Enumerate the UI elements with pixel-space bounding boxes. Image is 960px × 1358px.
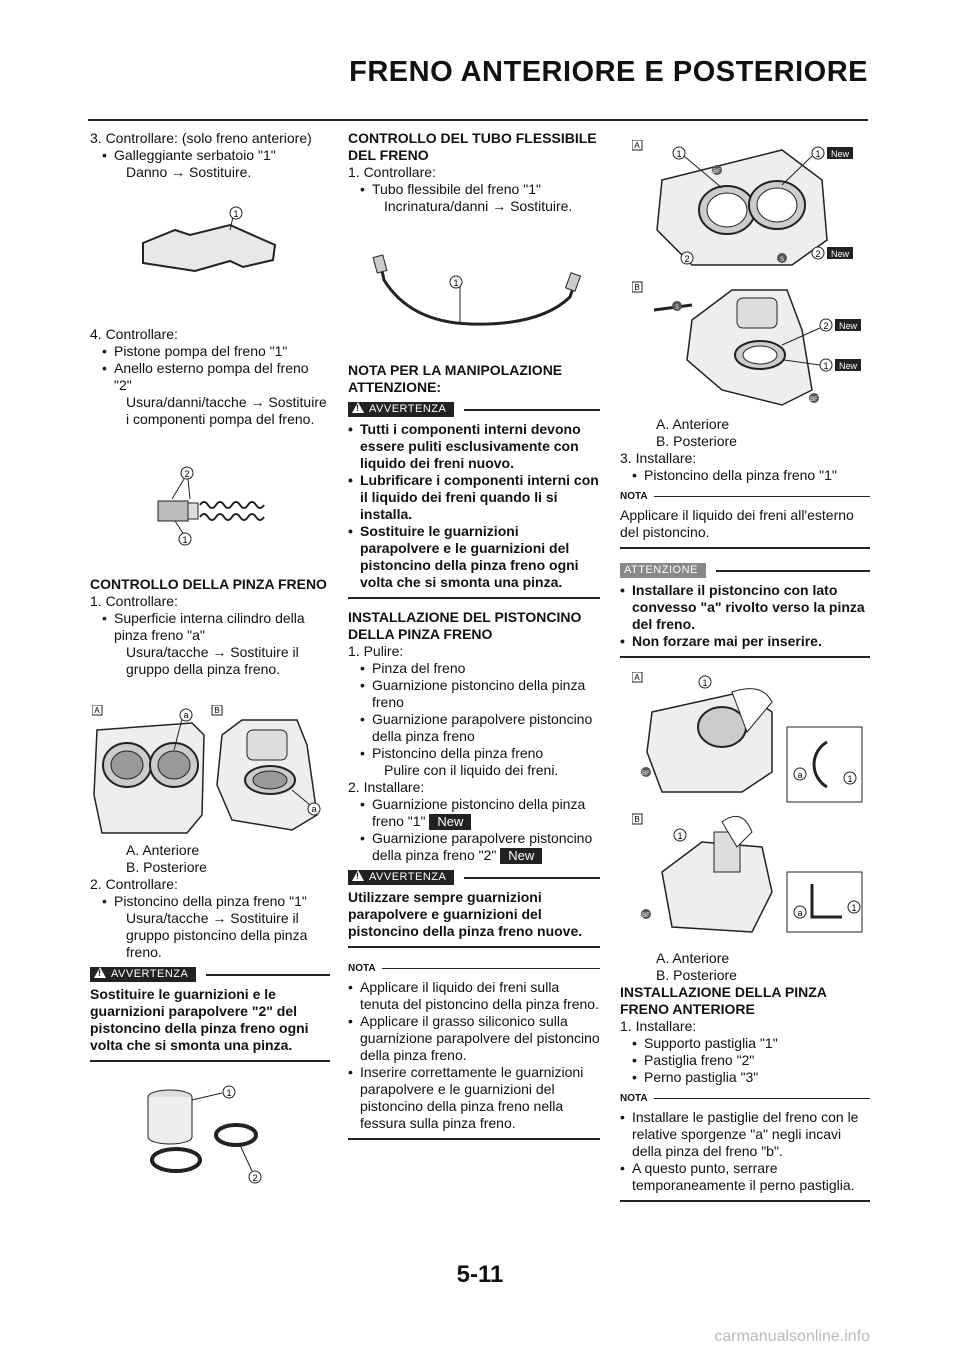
callout-1: 1 bbox=[823, 361, 829, 371]
step-1: 1. Pulire: bbox=[348, 643, 404, 659]
legend-a: A. Anteriore bbox=[126, 842, 200, 858]
bullet-sub: Usura/tacche → Sostituire il gruppo pistoncino della pinza freno. bbox=[126, 910, 308, 960]
warning-header bbox=[90, 967, 330, 982]
bf-icon: BF bbox=[642, 771, 650, 777]
label-a-box: A bbox=[634, 141, 640, 150]
bullet: • Guarnizione parapolvere pistoncino della pinza freno bbox=[348, 711, 600, 745]
step-3: 3. Installare: bbox=[620, 450, 697, 466]
bf-icon: BF bbox=[713, 169, 721, 175]
new-badge: New bbox=[830, 249, 850, 259]
page-title: FRENO ANTERIORE E POSTERIORE bbox=[349, 56, 868, 88]
bullet: • Pistoncino della pinza freno "1" bbox=[90, 893, 330, 910]
warning-label: AVVERTENZA bbox=[369, 871, 447, 883]
nota-bullet: • Inserire correttamente le guarnizioni parapolvere e le guarnizioni del pistoncino della pinza freno nella fessura sulla pinza freno. bbox=[348, 1064, 600, 1132]
bullet: • Pinza del freno bbox=[348, 660, 600, 677]
nota-bullet: • Installare le pastiglie del freno con le relative sporgenze "a" negli incavi della pinza del freno "b". bbox=[620, 1109, 870, 1160]
column-3 bbox=[620, 416, 870, 658]
step-1: 1. Controllare: bbox=[90, 593, 178, 609]
nota-bullet: • A questo punto, serrare temporaneamente il perno pastiglia. bbox=[620, 1160, 870, 1194]
s-icon: S bbox=[674, 305, 680, 311]
callout-1: 1 bbox=[677, 831, 683, 841]
bullet: • Pistoncino della pinza freno "1" bbox=[620, 467, 870, 484]
warning-label: AVVERTENZA bbox=[111, 968, 189, 980]
new-badge: New bbox=[838, 361, 858, 371]
header-rule bbox=[88, 119, 868, 121]
step-2: 2. Installare: bbox=[348, 779, 425, 795]
bullet: • Pastiglia freno "2" bbox=[620, 1052, 870, 1069]
callout-1: 1 bbox=[676, 149, 682, 159]
step-4: 4. Controllare: bbox=[90, 326, 178, 342]
label-b-box: B bbox=[634, 815, 640, 824]
divider bbox=[348, 1138, 600, 1140]
nota-label: NOTA bbox=[348, 963, 376, 974]
divider bbox=[382, 968, 600, 969]
bullet: • Pistone pompa del freno "1" bbox=[90, 343, 330, 360]
callout-1: 1 bbox=[182, 535, 188, 545]
warning-icon bbox=[352, 402, 364, 413]
warning-text: Sostituire le guarnizioni e le guarnizioni parapolvere "2" del pistoncino della pinza freno ogni volta che si smonta una pinza. bbox=[90, 986, 309, 1053]
watermark: carmanualsonline.info bbox=[714, 1328, 870, 1345]
callout-1: 1 bbox=[453, 278, 459, 288]
warning-icon bbox=[94, 967, 106, 978]
nota-header bbox=[348, 960, 600, 977]
bullet-sub: Danno → Sostituire. bbox=[126, 164, 252, 180]
piston-install-illustration bbox=[632, 672, 868, 942]
legend-b: B. Posteriore bbox=[656, 433, 737, 449]
callout-2: 2 bbox=[823, 321, 829, 331]
warning-bullet: • Sostituire le guarnizioni parapolvere e le guarnizioni del pistoncino della pinza freno ogni volta che si smonta una pinza. bbox=[348, 523, 600, 591]
bullet: • Pistoncino della pinza freno bbox=[348, 745, 600, 762]
warning-icon bbox=[352, 870, 364, 881]
new-badge: New bbox=[500, 848, 542, 864]
warning-tag bbox=[90, 967, 196, 982]
bullet-sub: Usura/danni/tacche → Sostituire i componenti pompa del freno. bbox=[126, 394, 327, 427]
section-heading: INSTALLAZIONE DELLA PINZA FRENO ANTERIORE bbox=[620, 984, 827, 1017]
callout-a: a bbox=[311, 804, 317, 814]
bullet: • Supporto pastiglia "1" bbox=[620, 1035, 870, 1052]
new-badge: New bbox=[838, 321, 858, 331]
bf-icon: BF bbox=[642, 913, 650, 919]
piston-seals-illustration bbox=[140, 1085, 280, 1185]
column-2-b bbox=[348, 362, 600, 1140]
callout-2: 2 bbox=[252, 1173, 258, 1183]
callout-1: 1 bbox=[233, 209, 239, 219]
warning-tag bbox=[348, 402, 454, 417]
divider bbox=[620, 547, 870, 549]
s-icon: S bbox=[779, 257, 785, 263]
warning-text: Utilizzare sempre guarnizioni parapolvere e guarnizioni del pistoncino della pinza freno nuove. bbox=[348, 889, 583, 939]
new-badge: New bbox=[429, 814, 471, 830]
label-a-box: A bbox=[94, 706, 100, 715]
bullet bbox=[348, 796, 600, 830]
warning-tag bbox=[348, 870, 454, 885]
step-1: 1. Installare: bbox=[620, 1018, 697, 1034]
nota-label: NOTA bbox=[620, 491, 648, 502]
brake-hose-illustration bbox=[370, 252, 590, 347]
bullet: • Guarnizione pistoncino della pinza freno bbox=[348, 677, 600, 711]
divider bbox=[348, 946, 600, 948]
callout-a: a bbox=[183, 710, 189, 720]
bullet-sub: Usura/tacche → Sostituire il gruppo della pinza freno. bbox=[126, 644, 299, 677]
caution-header bbox=[620, 563, 870, 578]
divider bbox=[206, 974, 330, 976]
nota-text: Applicare il liquido dei freni all'esterno del pistoncino. bbox=[620, 507, 854, 540]
callout-2: 2 bbox=[684, 254, 690, 264]
legend-a: A. Anteriore bbox=[656, 416, 730, 432]
callout-1: 1 bbox=[847, 774, 853, 784]
step-1: 1. Controllare: bbox=[348, 164, 436, 180]
bullet-text: Guarnizione pistoncino della pinza freno "1" bbox=[372, 796, 586, 829]
column-1-d bbox=[90, 842, 330, 1062]
legend-a: A. Anteriore bbox=[656, 950, 730, 966]
divider bbox=[464, 409, 600, 411]
section-heading: INSTALLAZIONE DEL PISTONCINO DELLA PINZA FRENO bbox=[348, 609, 582, 642]
callout-a: a bbox=[797, 770, 803, 780]
warning-label: AVVERTENZA bbox=[369, 403, 447, 415]
new-badge: New bbox=[830, 149, 850, 159]
column-3-b bbox=[620, 950, 870, 1202]
divider bbox=[654, 496, 870, 497]
nota-bullet: • Applicare il liquido dei freni sulla tenuta del pistoncino della pinza freno. bbox=[348, 979, 600, 1013]
caution-bullet: • Non forzare mai per inserire. bbox=[620, 633, 870, 650]
step-3: 3. Controllare: (solo freno anteriore) bbox=[90, 130, 312, 146]
step-2: 2. Controllare: bbox=[90, 876, 178, 892]
label-b-box: B bbox=[634, 283, 640, 292]
bullet-text: Guarnizione parapolvere pistoncino della pinza freno "2" bbox=[372, 830, 593, 863]
caliper-seals-illustration bbox=[632, 140, 868, 410]
bullet: • Perno pastiglia "3" bbox=[620, 1069, 870, 1086]
legend-b: B. Posteriore bbox=[656, 967, 737, 983]
caution-bullet: • Installare il pistoncino con lato convesso "a" rivolto verso la pinza del freno. bbox=[620, 582, 870, 633]
column-1 bbox=[90, 130, 330, 181]
callout-2: 2 bbox=[184, 469, 190, 479]
divider bbox=[464, 877, 600, 879]
bullet: • Anello esterno pompa del freno "2" bbox=[90, 360, 330, 394]
label-a-box: A bbox=[634, 673, 640, 682]
callout-2: 2 bbox=[815, 249, 821, 259]
reservoir-float-illustration bbox=[135, 205, 285, 280]
divider bbox=[716, 570, 870, 572]
legend-b: B. Posteriore bbox=[126, 859, 207, 875]
nota-label: NOTA bbox=[620, 1093, 648, 1104]
nota-bullet: • Applicare il grasso siliconico sulla guarnizione parapolvere del pistoncino della pinza freno. bbox=[348, 1013, 600, 1064]
callout-a: a bbox=[797, 908, 803, 918]
divider bbox=[90, 1060, 330, 1062]
warning-header bbox=[348, 402, 600, 417]
divider bbox=[620, 1200, 870, 1202]
bullet bbox=[348, 830, 600, 864]
column-2 bbox=[348, 130, 600, 215]
caliper-cylinder-illustration bbox=[92, 705, 332, 835]
bullet: • Galleggiante serbatoio "1" bbox=[90, 147, 330, 164]
bullet-sub: Pulire con il liquido dei freni. bbox=[384, 762, 559, 778]
nota-header bbox=[620, 488, 870, 505]
callout-1: 1 bbox=[226, 1088, 232, 1098]
section-heading: CONTROLLO DELLA PINZA FRENO bbox=[90, 576, 327, 592]
page-number: 5-11 bbox=[456, 1261, 504, 1288]
nota-header bbox=[620, 1090, 870, 1107]
warning-header bbox=[348, 870, 600, 885]
section-heading: NOTA PER LA MANIPOLAZIONE ATTENZIONE: bbox=[348, 362, 563, 395]
column-1-c bbox=[90, 576, 330, 678]
label-b-box: B bbox=[214, 706, 220, 715]
bullet-sub: Incrinatura/danni → Sostituire. bbox=[384, 198, 573, 214]
divider bbox=[348, 597, 600, 599]
column-1-b bbox=[90, 326, 330, 428]
bf-icon: BF bbox=[810, 397, 818, 403]
bullet: • Superficie interna cilindro della pinza freno "a" bbox=[90, 610, 330, 644]
warning-bullet: • Tutti i componenti interni devono essere puliti esclusivamente con liquido dei freni nuovo. bbox=[348, 421, 600, 472]
bullet: • Tubo flessibile del freno "1" bbox=[348, 181, 600, 198]
callout-1: 1 bbox=[815, 149, 821, 159]
divider bbox=[620, 656, 870, 658]
master-piston-illustration bbox=[150, 465, 280, 550]
callout-1: 1 bbox=[702, 678, 708, 688]
callout-1: 1 bbox=[851, 903, 857, 913]
section-heading: CONTROLLO DEL TUBO FLESSIBILE DEL FRENO bbox=[348, 130, 597, 163]
caution-label: ATTENZIONE bbox=[624, 564, 698, 576]
divider bbox=[654, 1098, 870, 1099]
warning-bullet: • Lubrificare i componenti interni con il liquido dei freni quando li si installa. bbox=[348, 472, 600, 523]
caution-tag bbox=[620, 563, 706, 578]
